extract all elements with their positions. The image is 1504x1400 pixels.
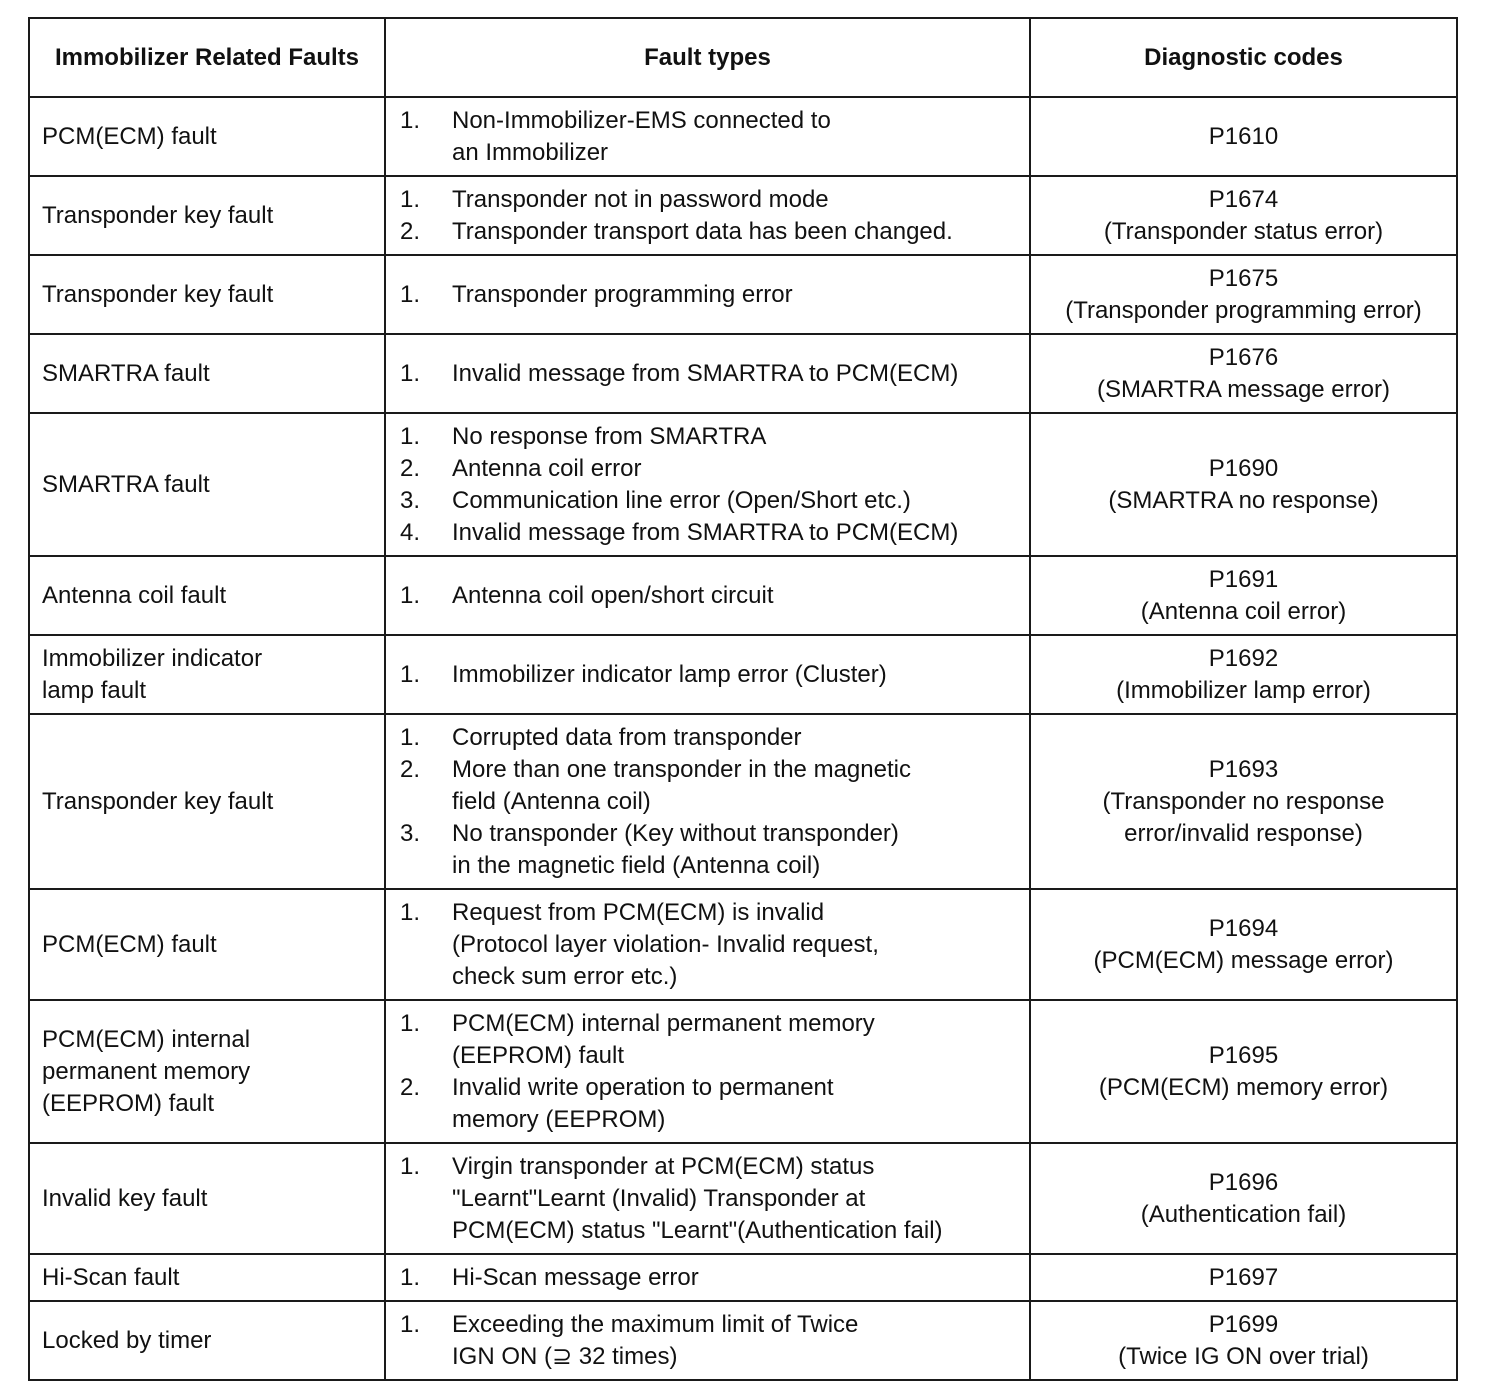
fault-types-cell [385, 255, 1030, 334]
fault-name: PCM(ECM) fault [42, 122, 217, 150]
diagnostic-code-cell [1030, 1301, 1457, 1380]
fault-type-text: Request from PCM(ECM) is invalid (Protocol layer violation- Invalid request, check sum error etc.) [452, 898, 879, 990]
fault-type-item [400, 184, 1017, 216]
fault-type-number: 1. [400, 1152, 421, 1180]
fault-type-number: 2. [400, 217, 421, 245]
diagnostic-code-cell [1030, 176, 1457, 255]
diagnostic-code: P1699 [1208, 1310, 1279, 1338]
fault-type-item [400, 818, 1017, 882]
table-row [29, 1000, 1457, 1143]
fault-types-cell [385, 176, 1030, 255]
fault-type-text: Antenna coil open/short circuit [452, 581, 774, 609]
fault-name-cell [29, 556, 385, 635]
diagnostic-code: P1696 [1208, 1168, 1279, 1196]
diagnostic-code-cell [1030, 556, 1457, 635]
fault-name-cell [29, 1000, 385, 1143]
fault-name-cell [29, 334, 385, 413]
diagnostic-code-description: (Antenna coil error) [1140, 597, 1347, 625]
fault-type-number: 1. [400, 280, 421, 308]
fault-type-item [400, 722, 1017, 754]
diagnostic-code-cell [1030, 334, 1457, 413]
header-immobilizer-related-faults: Immobilizer Related Faults [29, 18, 385, 97]
diagnostic-code-description: (PCM(ECM) message error) [1093, 946, 1394, 974]
fault-type-item [400, 1309, 1017, 1373]
fault-types-cell [385, 714, 1030, 889]
fault-type-text: Transponder not in password mode [452, 185, 829, 213]
fault-name: Transponder key fault [42, 280, 274, 308]
fault-type-number: 3. [400, 819, 421, 847]
diagnostic-code: P1695 [1208, 1041, 1279, 1069]
table-row [29, 889, 1457, 1000]
fault-type-item [400, 897, 1017, 993]
fault-name: PCM(ECM) fault [42, 930, 217, 958]
fault-name: Transponder key fault [42, 787, 274, 815]
diagnostic-code-description: (Transponder programming error) [1065, 296, 1422, 324]
fault-type-text: Invalid message from SMARTRA to PCM(ECM) [452, 359, 959, 387]
fault-type-item [400, 358, 1017, 390]
fault-type-text: Immobilizer indicator lamp error (Cluster) [452, 660, 887, 688]
fault-type-text: Virgin transponder at PCM(ECM) status "Learnt"Learnt (Invalid) Transponder at PCM(ECM) status "Learnt"(Authentication fail) [452, 1152, 943, 1244]
fault-types-cell [385, 1301, 1030, 1380]
fault-name-cell [29, 714, 385, 889]
fault-types-cell [385, 97, 1030, 176]
diagnostic-code-cell [1030, 635, 1457, 714]
fault-name: Immobilizer indicator lamp fault [42, 644, 263, 704]
fault-type-number: 1. [400, 1263, 421, 1291]
fault-type-number: 1. [400, 106, 421, 134]
diagnostic-code-cell [1030, 1143, 1457, 1254]
fault-type-number: 4. [400, 518, 421, 546]
fault-type-text: Corrupted data from transponder [452, 723, 802, 751]
fault-name-cell [29, 635, 385, 714]
table-row [29, 635, 1457, 714]
diagnostic-code-cell [1030, 714, 1457, 889]
table-row [29, 714, 1457, 889]
fault-type-text: Invalid message from SMARTRA to PCM(ECM) [452, 518, 959, 546]
fault-types-cell [385, 1000, 1030, 1143]
fault-name: Invalid key fault [42, 1184, 208, 1212]
fault-type-text: More than one transponder in the magnetic field (Antenna coil) [452, 755, 911, 815]
fault-name-cell [29, 413, 385, 556]
table-row [29, 334, 1457, 413]
diagnostic-code-description: (Transponder status error) [1103, 217, 1384, 245]
fault-type-number: 2. [400, 1073, 421, 1101]
diagnostic-code-description: (SMARTRA message error) [1097, 375, 1390, 403]
table-row [29, 97, 1457, 176]
fault-name: Locked by timer [42, 1326, 212, 1354]
fault-type-text: No response from SMARTRA [452, 422, 767, 450]
fault-type-text: No transponder (Key without transponder) in the magnetic field (Antenna coil) [452, 819, 899, 879]
fault-name-cell [29, 255, 385, 334]
fault-type-number: 2. [400, 755, 421, 783]
fault-type-number: 1. [400, 1009, 421, 1037]
fault-type-item [400, 517, 1017, 549]
fault-type-text: PCM(ECM) internal permanent memory (EEPROM) fault [452, 1009, 875, 1069]
fault-name-cell [29, 1143, 385, 1254]
diagnostic-code-description: (SMARTRA no response) [1108, 486, 1379, 514]
fault-type-item [400, 105, 1017, 169]
fault-types-cell [385, 556, 1030, 635]
fault-type-text: Antenna coil error [452, 454, 642, 482]
fault-type-number: 3. [400, 486, 421, 514]
diagnostic-code: P1692 [1208, 644, 1279, 672]
fault-type-number: 1. [400, 185, 421, 213]
diagnostic-code: P1675 [1208, 264, 1279, 292]
fault-name-cell [29, 889, 385, 1000]
fault-type-number: 1. [400, 723, 421, 751]
fault-type-number: 1. [400, 1310, 421, 1338]
diagnostic-code-description: (Immobilizer lamp error) [1116, 676, 1371, 704]
diagnostic-code: P1674 [1208, 185, 1279, 213]
fault-name-cell [29, 97, 385, 176]
table-row [29, 1301, 1457, 1380]
fault-type-item [400, 1008, 1017, 1072]
fault-type-text: Hi-Scan message error [452, 1263, 699, 1291]
diagnostic-code: P1697 [1208, 1263, 1279, 1291]
fault-type-text: Transponder transport data has been changed. [452, 217, 953, 245]
diagnostic-code-cell [1030, 413, 1457, 556]
fault-type-number: 1. [400, 898, 421, 926]
fault-type-number: 1. [400, 660, 421, 688]
diagnostic-code: P1676 [1208, 343, 1279, 371]
fault-type-item [400, 1151, 1017, 1247]
fault-name: SMARTRA fault [42, 470, 210, 498]
fault-types-cell [385, 635, 1030, 714]
fault-types-cell [385, 1254, 1030, 1301]
header-fault-types: Fault types [385, 18, 1030, 97]
fault-name: Antenna coil fault [42, 581, 227, 609]
fault-name: Hi-Scan fault [42, 1263, 180, 1291]
diagnostic-codes-table [28, 17, 1458, 1381]
fault-type-item [400, 1072, 1017, 1136]
diagnostic-code: P1610 [1208, 122, 1279, 150]
diagnostic-code-cell [1030, 1254, 1457, 1301]
fault-type-item [400, 421, 1017, 453]
table-row [29, 413, 1457, 556]
fault-type-text: Transponder programming error [452, 280, 793, 308]
fault-name: PCM(ECM) internal permanent memory (EEPROM) fault [42, 1025, 251, 1117]
fault-types-cell [385, 1143, 1030, 1254]
fault-name-cell [29, 1254, 385, 1301]
header-diagnostic-codes: Diagnostic codes [1030, 18, 1457, 97]
fault-type-text: Non-Immobilizer-EMS connected to an Immobilizer [452, 106, 831, 166]
diagnostic-code-description: (PCM(ECM) memory error) [1098, 1073, 1389, 1101]
fault-type-item [400, 754, 1017, 818]
diagnostic-code-cell [1030, 1000, 1457, 1143]
fault-type-item [400, 453, 1017, 485]
table-row [29, 1254, 1457, 1301]
fault-type-number: 1. [400, 422, 421, 450]
table-row [29, 255, 1457, 334]
diagnostic-code-description: (Twice IG ON over trial) [1118, 1342, 1369, 1370]
fault-type-number: 2. [400, 454, 421, 482]
diagnostic-code-description: (Transponder no response error/invalid response) [1102, 787, 1385, 847]
table-row [29, 1143, 1457, 1254]
fault-name-cell [29, 1301, 385, 1380]
fault-types-cell [385, 889, 1030, 1000]
diagnostic-code-cell [1030, 255, 1457, 334]
fault-type-text: Communication line error (Open/Short etc.) [452, 486, 911, 514]
table-row [29, 556, 1457, 635]
fault-name-cell [29, 176, 385, 255]
fault-type-item [400, 279, 1017, 311]
fault-type-item [400, 485, 1017, 517]
fault-type-item [400, 659, 1017, 691]
table-row [29, 176, 1457, 255]
header-row [29, 18, 1457, 97]
fault-type-item [400, 580, 1017, 612]
diagnostic-code-cell [1030, 889, 1457, 1000]
diagnostic-code: P1691 [1208, 565, 1279, 593]
fault-type-number: 1. [400, 581, 421, 609]
fault-name: Transponder key fault [42, 201, 274, 229]
diagnostic-code-description: (Authentication fail) [1140, 1200, 1347, 1228]
fault-type-text: Invalid write operation to permanent memory (EEPROM) [452, 1073, 834, 1133]
diagnostic-code-cell [1030, 97, 1457, 176]
table-body [29, 97, 1457, 1380]
diagnostic-code: P1690 [1208, 454, 1279, 482]
fault-type-number: 1. [400, 359, 421, 387]
fault-types-cell [385, 334, 1030, 413]
fault-type-item [400, 1262, 1017, 1294]
fault-type-item [400, 216, 1017, 248]
fault-type-text: Exceeding the maximum limit of Twice IGN ON (⊇ 32 times) [452, 1310, 859, 1370]
diagnostic-code: P1693 [1208, 755, 1279, 783]
diagnostic-code: P1694 [1208, 914, 1279, 942]
fault-name: SMARTRA fault [42, 359, 210, 387]
fault-types-cell [385, 413, 1030, 556]
